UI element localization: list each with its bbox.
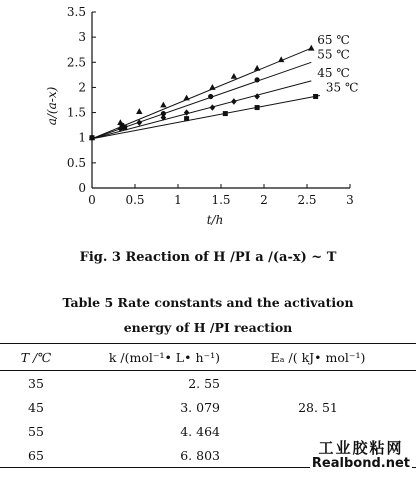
data-point [90, 135, 95, 140]
y-tick-label: 0 [78, 181, 86, 195]
data-point [231, 73, 237, 79]
series-label: 65 ℃ [317, 33, 350, 48]
reaction-chart [0, 0, 416, 240]
table-row [0, 395, 416, 419]
cell-temperature: 45 [28, 399, 44, 415]
data-point [255, 77, 260, 82]
data-point [136, 108, 142, 114]
watermark-line1: 工业胶粘网 [318, 439, 404, 457]
cell-rate-constant: 6. 803 [72, 443, 220, 468]
y-tick-label: 3 [78, 30, 86, 45]
data-point [160, 102, 166, 108]
data-point [122, 125, 127, 130]
data-point [231, 98, 237, 104]
y-tick-label: 1 [78, 130, 86, 145]
data-point [210, 104, 216, 110]
chart-ticks [67, 5, 354, 207]
x-tick-label: 0 [88, 193, 96, 207]
header-activation-energy: Eₐ /( kJ• mol⁻¹) [220, 344, 416, 371]
series-label: 35 ℃ [325, 80, 359, 95]
y-tick-label: 0.5 [66, 155, 86, 170]
cell-temperature: 35 [28, 375, 44, 391]
data-point [313, 94, 318, 99]
data-point [183, 95, 189, 101]
table-title-line1: Table 5 Rate constants and the activation [62, 295, 354, 310]
y-axis-label: a/(a-x) [45, 86, 59, 126]
cell-rate-constant: 2. 55 [188, 375, 220, 391]
data-point [223, 111, 228, 116]
cell-rate-constant: 3. 079 [180, 399, 220, 415]
data-point [308, 45, 314, 51]
data-point [209, 84, 215, 90]
header-rate-constant: k /(mol⁻¹• L• h⁻¹) [72, 344, 220, 371]
table-row [0, 371, 416, 396]
watermark-line2: Realbond.net [311, 455, 410, 471]
y-tick-label: 3.5 [66, 5, 86, 19]
data-point [255, 105, 260, 110]
data-point [184, 109, 190, 115]
site-watermark [310, 439, 412, 472]
cell-activation-energy: 28. 51 [298, 399, 338, 415]
data-point [254, 65, 260, 71]
data-point [184, 116, 189, 121]
header-temperature: T /℃ [0, 344, 72, 371]
x-tick-label: 0.5 [125, 193, 145, 207]
y-tick-label: 1.5 [66, 105, 86, 120]
cell-rate-constant: 4. 464 [180, 423, 220, 439]
x-tick-label: 3 [346, 193, 354, 207]
table-title-line2: energy of H /PI reaction [123, 320, 293, 335]
x-tick-label: 1 [174, 193, 182, 207]
chart-trend-lines [92, 48, 320, 139]
x-tick-label: 2.5 [297, 193, 317, 207]
trend-line [92, 95, 320, 138]
figure-caption: Fig. 3 Reaction of H /PI a /(a-x) ~ T [79, 250, 337, 265]
data-point [208, 94, 213, 99]
cell-temperature: 55 [28, 423, 44, 439]
series-label: 55 ℃ [317, 47, 350, 62]
x-tick-label: 1.5 [211, 193, 231, 207]
x-tick-label: 2 [260, 193, 268, 207]
x-axis-label: t/h [206, 213, 224, 227]
y-tick-label: 2 [78, 80, 86, 95]
y-tick-label: 2.5 [66, 55, 86, 70]
cell-activation-energy [220, 371, 416, 396]
table-header-row [0, 344, 416, 371]
chart-axes [92, 12, 350, 188]
series-label: 45 ℃ [317, 65, 350, 80]
cell-temperature: 65 [0, 443, 72, 468]
